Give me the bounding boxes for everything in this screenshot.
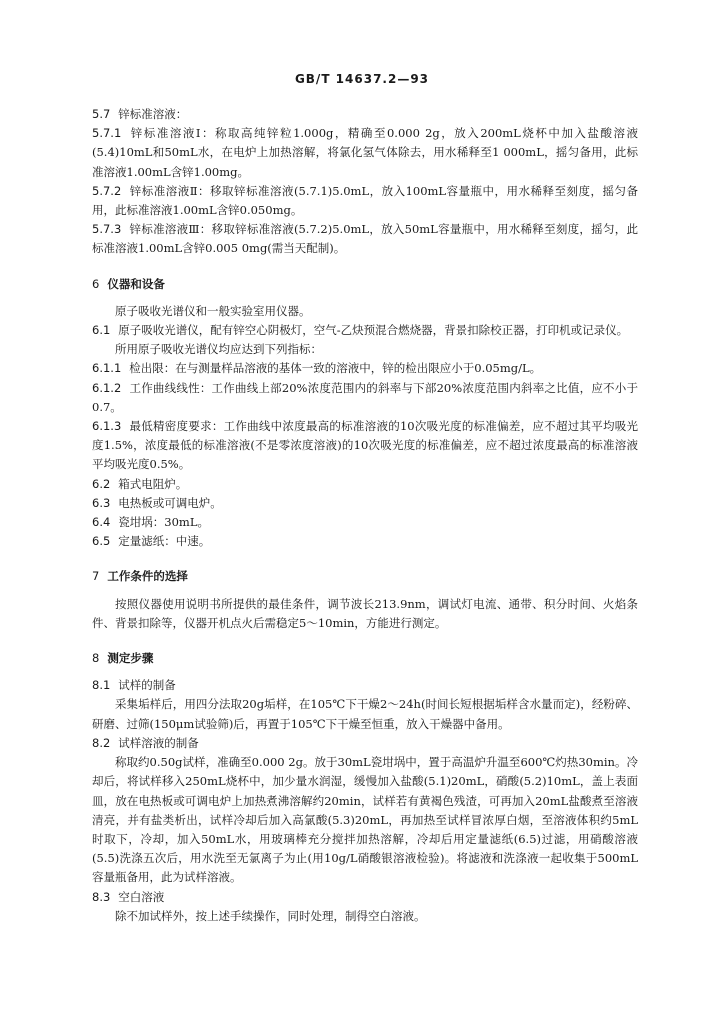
clause-8-2-heading: 8.2 试样溶液的制备 [92, 735, 199, 750]
section-7-heading: 7 工作条件的选择 [92, 569, 188, 584]
clause-6-3: 6.3 电热板或可调电炉。 [92, 495, 222, 510]
clause-8-2-text: 称取约0.50g试样，准确至0.000 2g。放于30mL瓷坩埚中，置于高温炉升温至600℃灼热30min。冷却后，将试样移入250mL烧杯中，加少量水润湿，缓慢加入盐酸(5.1)20mL，硝酸(5.2)10mL，盖上表面皿，放在电热板或可调电炉上加热煮沸溶解约20min，试样若有黄褐色残渣，可再加入20mL盐酸煮至溶液清亮，并有盐类析出，试样冷却后加入高氯酸(5.3)20mL，再加热至试样冒浓厚白烟，至溶液体积约5mL时取下，冷却，加入50mL水，用玻璃棒充分搅拌加热溶解，冷却后用定量滤纸(6.5)过滤，用硝酸溶液(5.5)洗涤五次后，用水洗至无氯离子为止(用10g/L硝酸银溶液检验)。将滤液和洗涤液一起收集于500mL容量瓶备用，此为试样溶液。 [92, 755, 638, 885]
clause-5-7-3: 5.7.3 锌标准溶液Ⅲ：移取锌标准溶液(5.7.2)5.0mL，放入50mL容量瓶中，用水稀释至刻度，摇匀，此标准溶液1.00mL含锌0.005 0mg(需当天配制)。 [92, 222, 638, 256]
clause-8-1-text: 采集垢样后，用四分法取20g垢样，在105℃下干燥2～24h(时间长短根据垢样含水量而定)，经粉碎、研磨、过筛(150μm试验筛)后，再置于105℃下干燥至恒重，放入干燥器中备用。 [92, 697, 638, 731]
document-body [92, 105, 638, 926]
clause-6-1-1: 6.1.1 检出限：在与测量样品溶液的基体一致的溶液中，锌的检出限应小于0.05mg/L。 [92, 361, 542, 376]
section-6-intro: 原子吸收光谱仪和一般实验室用仪器。 [115, 303, 311, 318]
clause-8-1-heading: 8.1 试样的制备 [92, 678, 176, 693]
section-6-heading: 6 仪器和设备 [92, 276, 165, 291]
clause-6-5: 6.5 定量滤纸：中速。 [92, 534, 211, 549]
clause-5-7: 5.7 锌标准溶液： [92, 107, 188, 121]
clause-6-1: 6.1 原子吸收光谱仪，配有锌空心阴极灯，空气-乙炔预混合燃烧器，背景扣除校正器，打印机或记录仪。 [92, 323, 629, 338]
clause-5-7-1: 5.7.1 锌标准溶液Ⅰ：称取高纯锌粒1.000g，精确至0.000 2g，放入200mL烧杯中加入盐酸溶液(5.4)10mL和50mL水，在电炉上加热溶解，将氯化氢气体除去，用水稀释至1 000mL，摇匀备用，此标准溶液1.00mL含锌1.00mg。 [92, 126, 638, 179]
clause-5-7-2: 5.7.2 锌标准溶液Ⅱ：移取锌标准溶液(5.7.1)5.0mL，放入100mL容量瓶中，用水稀释至刻度，摇匀备用，此标准溶液1.00mL含锌0.050mg。 [92, 183, 638, 218]
clause-6-1-2: 6.1.2 工作曲线线性：工作曲线上部20%浓度范围内的斜率与下部20%浓度范围内斜率之比值，应不小于0.7。 [92, 380, 638, 414]
section-7-text: 按照仪器使用说明书所提供的最佳条件，调节波长213.9nm，调试灯电流、通带、积分时间、火焰条件、背景扣除等，仪器开机点火后需稳定5～10min，方能进行测定。 [92, 596, 638, 630]
clause-8-3-text: 除不加试样外，按上述手续操作，同时处理，制得空白溶液。 [115, 908, 426, 923]
clause-6-1-requirements: 所用原子吸收光谱仪均应达到下列指标： [115, 342, 322, 357]
clause-8-3-heading: 8.3 空白溶液 [92, 889, 165, 904]
clause-6-1-3: 6.1.3 最低精密度要求：工作曲线中浓度最高的标准溶液的10次吸光度的标准偏差，应不超过其平均吸光度1.5%，浓度最低的标准溶液(不是零浓度溶液)的10次吸光度的标准偏差，应不超过浓度最高的标准溶液平均吸光度0.5%。 [92, 419, 638, 472]
page-header: GB/T 14637.2—93 [294, 72, 430, 86]
clause-6-2: 6.2 箱式电阻炉。 [92, 476, 188, 491]
section-8-heading: 8 测定步骤 [92, 651, 154, 666]
clause-6-4: 6.4 瓷坩埚：30mL。 [92, 515, 209, 530]
